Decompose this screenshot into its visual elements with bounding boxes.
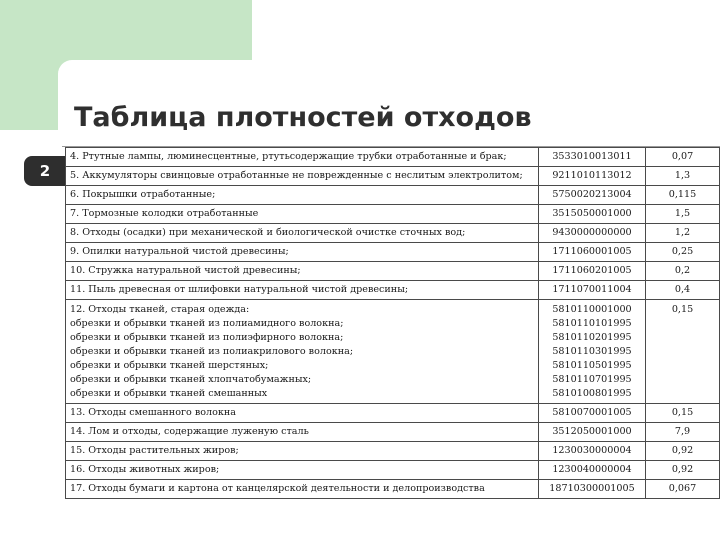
- waste-name-cell: 8. Отходы (осадки) при механической и биологической очистке сточных вод;: [66, 224, 539, 243]
- table-row: [66, 461, 720, 480]
- waste-name-line: 12. Отходы тканей, старая одежда:: [70, 304, 250, 315]
- waste-code-line: 5810110201995: [552, 332, 632, 343]
- waste-code-line: 5810110701995: [552, 374, 632, 385]
- waste-code-line: 5810110301995: [552, 346, 632, 357]
- table-row: [66, 442, 720, 461]
- waste-code-line: 5810110101995: [552, 318, 632, 329]
- waste-name-cell: 4. Ртутные лампы, люминесцентные, ртутьсодержащие трубки отработанные и брак;: [66, 148, 539, 167]
- waste-code-cell: 9211010113012: [539, 167, 646, 186]
- density-cell: 0,92: [646, 442, 720, 461]
- table-row: [66, 167, 720, 186]
- table-row: [66, 148, 720, 167]
- waste-code-cell: 5810070001005: [539, 404, 646, 423]
- waste-code-cell: 18710300001005: [539, 480, 646, 499]
- waste-code-cell: [539, 300, 646, 404]
- waste-name-line: обрезки и обрывки тканей из полиамидного волокна;: [70, 318, 344, 329]
- density-cell: 0,2: [646, 262, 720, 281]
- density-cell: 1,2: [646, 224, 720, 243]
- waste-name-line: обрезки и обрывки тканей шерстяных;: [70, 360, 269, 371]
- waste-name-line: обрезки и обрывки тканей смешанных: [70, 388, 268, 399]
- waste-code-cell: 1711060201005: [539, 262, 646, 281]
- table-row: [66, 243, 720, 262]
- waste-name-line: обрезки и обрывки тканей из полиэфирного волокна;: [70, 332, 344, 343]
- table-row: [66, 224, 720, 243]
- waste-code-line: 5810110501995: [552, 360, 632, 371]
- density-cell: 0,067: [646, 480, 720, 499]
- waste-name-cell: 15. Отходы растительных жиров;: [66, 442, 539, 461]
- table-row: [66, 281, 720, 300]
- density-cell: 1,3: [646, 167, 720, 186]
- waste-name-cell: 6. Покрышки отработанные;: [66, 186, 539, 205]
- waste-density-table: [65, 147, 720, 499]
- density-cell: 0,4: [646, 281, 720, 300]
- waste-code-cell: 1230030000004: [539, 442, 646, 461]
- table-row: [66, 186, 720, 205]
- waste-code-cell: 9430000000000: [539, 224, 646, 243]
- waste-name-line: обрезки и обрывки тканей хлопчатобумажных;: [70, 374, 312, 385]
- density-cell: 0,92: [646, 461, 720, 480]
- density-cell: 0,15: [646, 404, 720, 423]
- table-row: [66, 404, 720, 423]
- waste-name-cell: 14. Лом и отходы, содержащие луженую сталь: [66, 423, 539, 442]
- waste-code-cell: 1230040000004: [539, 461, 646, 480]
- waste-name-line: обрезки и обрывки тканей из полиакрилового волокна;: [70, 346, 354, 357]
- density-cell: 1,5: [646, 205, 720, 224]
- waste-name-cell: 11. Пыль древесная от шлифовки натуральной чистой древесины;: [66, 281, 539, 300]
- waste-name-cell: 7. Тормозные колодки отработанные: [66, 205, 539, 224]
- table-row: [66, 205, 720, 224]
- waste-name-cell: 10. Стружка натуральной чистой древесины;: [66, 262, 539, 281]
- waste-name-cell: 17. Отходы бумаги и картона от канцелярской деятельности и делопроизводства: [66, 480, 539, 499]
- density-cell: 7,9: [646, 423, 720, 442]
- waste-name-cell: [66, 300, 539, 404]
- waste-code-cell: 1711070011004: [539, 281, 646, 300]
- waste-name-cell: 16. Отходы животных жиров;: [66, 461, 539, 480]
- waste-code-cell: 3515050001000: [539, 205, 646, 224]
- waste-name-cell: 13. Отходы смешанного волокна: [66, 404, 539, 423]
- slide-number-badge: 2: [24, 156, 66, 186]
- density-cell: 0,25: [646, 243, 720, 262]
- waste-code-line: 5810100801995: [552, 388, 632, 399]
- table-row: [66, 300, 720, 404]
- density-cell: 0,115: [646, 186, 720, 205]
- density-cell: 0,15: [646, 300, 720, 404]
- waste-code-cell: 3533010013011: [539, 148, 646, 167]
- waste-name-cell: 5. Аккумуляторы свинцовые отработанные не поврежденные с неслитым электролитом;: [66, 167, 539, 186]
- waste-code-cell: 5750020213004: [539, 186, 646, 205]
- table-row: [66, 262, 720, 281]
- density-cell: 0,07: [646, 148, 720, 167]
- table-row: [66, 423, 720, 442]
- waste-name-cell: 9. Опилки натуральной чистой древесины;: [66, 243, 539, 262]
- waste-code-line: 5810110001000: [552, 304, 632, 315]
- waste-code-cell: 3512050001000: [539, 423, 646, 442]
- page-title: Таблица плотностей отходов: [74, 102, 532, 133]
- waste-code-cell: 1711060001005: [539, 243, 646, 262]
- table-row: [66, 480, 720, 499]
